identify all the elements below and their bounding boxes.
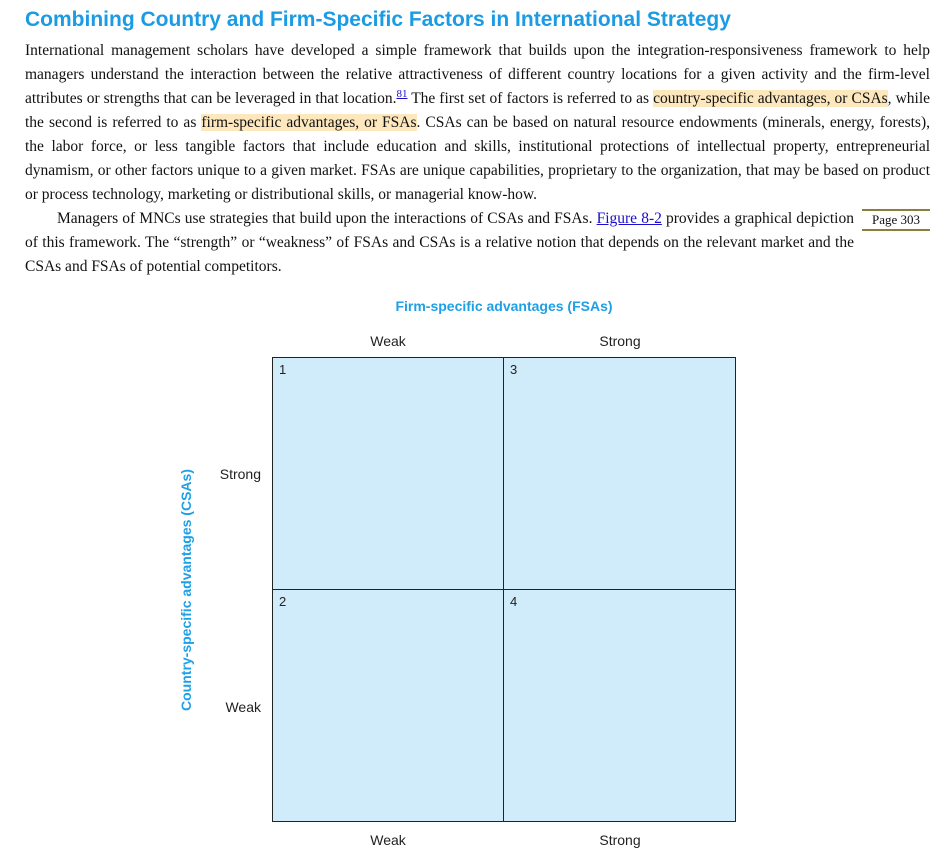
- text: . CSAs can be based on natural resource endowments (minerals, energy, forests), the labor force, or less tangible factors that include education and skills, institutional protections of intellectual property, entrepreneurial dynamism, or other factors unique to a given market. FSAs are unique capabilities, proprietary to the organization, that may be based on product or process technology, marketing or distributional skills, or managerial know-how.: [25, 114, 930, 203]
- section-title: Combining Country and Firm-Specific Factors in International Strategy: [25, 8, 731, 31]
- row-label-strong: Strong: [219, 466, 261, 482]
- text: , while the second is referred to as: [25, 90, 931, 131]
- quadrant-3: [504, 358, 735, 590]
- paragraph-2: [25, 207, 930, 279]
- quadrant-2: [273, 590, 504, 822]
- page-marker: Page 303: [862, 209, 930, 231]
- quadrant-number: 4: [510, 593, 518, 609]
- quadrant-grid: [272, 357, 736, 822]
- paragraph-1: [25, 39, 930, 207]
- quadrant-number: 3: [510, 362, 518, 377]
- col-label-bottom-strong: Strong: [599, 832, 641, 848]
- y-axis-title: Country-specific advantages (CSAs): [178, 469, 194, 711]
- footnote-link[interactable]: 81: [396, 87, 408, 100]
- highlight-csa[interactable]: country-specific advantages, or CSAs: [653, 90, 888, 107]
- highlight-fsa[interactable]: firm-specific advantages, or FSAs: [201, 114, 417, 131]
- text: provides a graphical depiction of this framework. The “strength” or “weakness” of FSAs and CSAs is a relative notion that depends on the relevant market and the CSAs and FSAs of potential competitors.: [25, 210, 854, 275]
- text: Managers of MNCs use strategies that build upon the interactions of CSAs and FSAs.: [57, 210, 597, 227]
- text: The first set of factors is referred to as: [407, 90, 654, 107]
- quadrant-number: 1: [279, 362, 287, 377]
- quadrant-1: [273, 358, 504, 590]
- text: International management scholars have developed a simple framework that builds upon the integration-responsiveness framework to help managers understand the interaction between the relative attractiveness of different country locations for a given activity and the firm-level attributes or strengths that can be leveraged in that location.: [25, 42, 930, 107]
- quadrant-4: [504, 590, 735, 822]
- body-text: [25, 39, 930, 279]
- x-axis-title: Firm-specific advantages (FSAs): [395, 298, 613, 314]
- col-label-top-weak: Weak: [370, 333, 406, 349]
- col-label-top-strong: Strong: [599, 333, 641, 349]
- col-label-bottom-weak: Weak: [370, 832, 406, 848]
- figure-link[interactable]: Figure 8-2: [596, 210, 662, 227]
- row-label-weak: Weak: [225, 699, 261, 715]
- quadrant-number: 2: [279, 593, 287, 609]
